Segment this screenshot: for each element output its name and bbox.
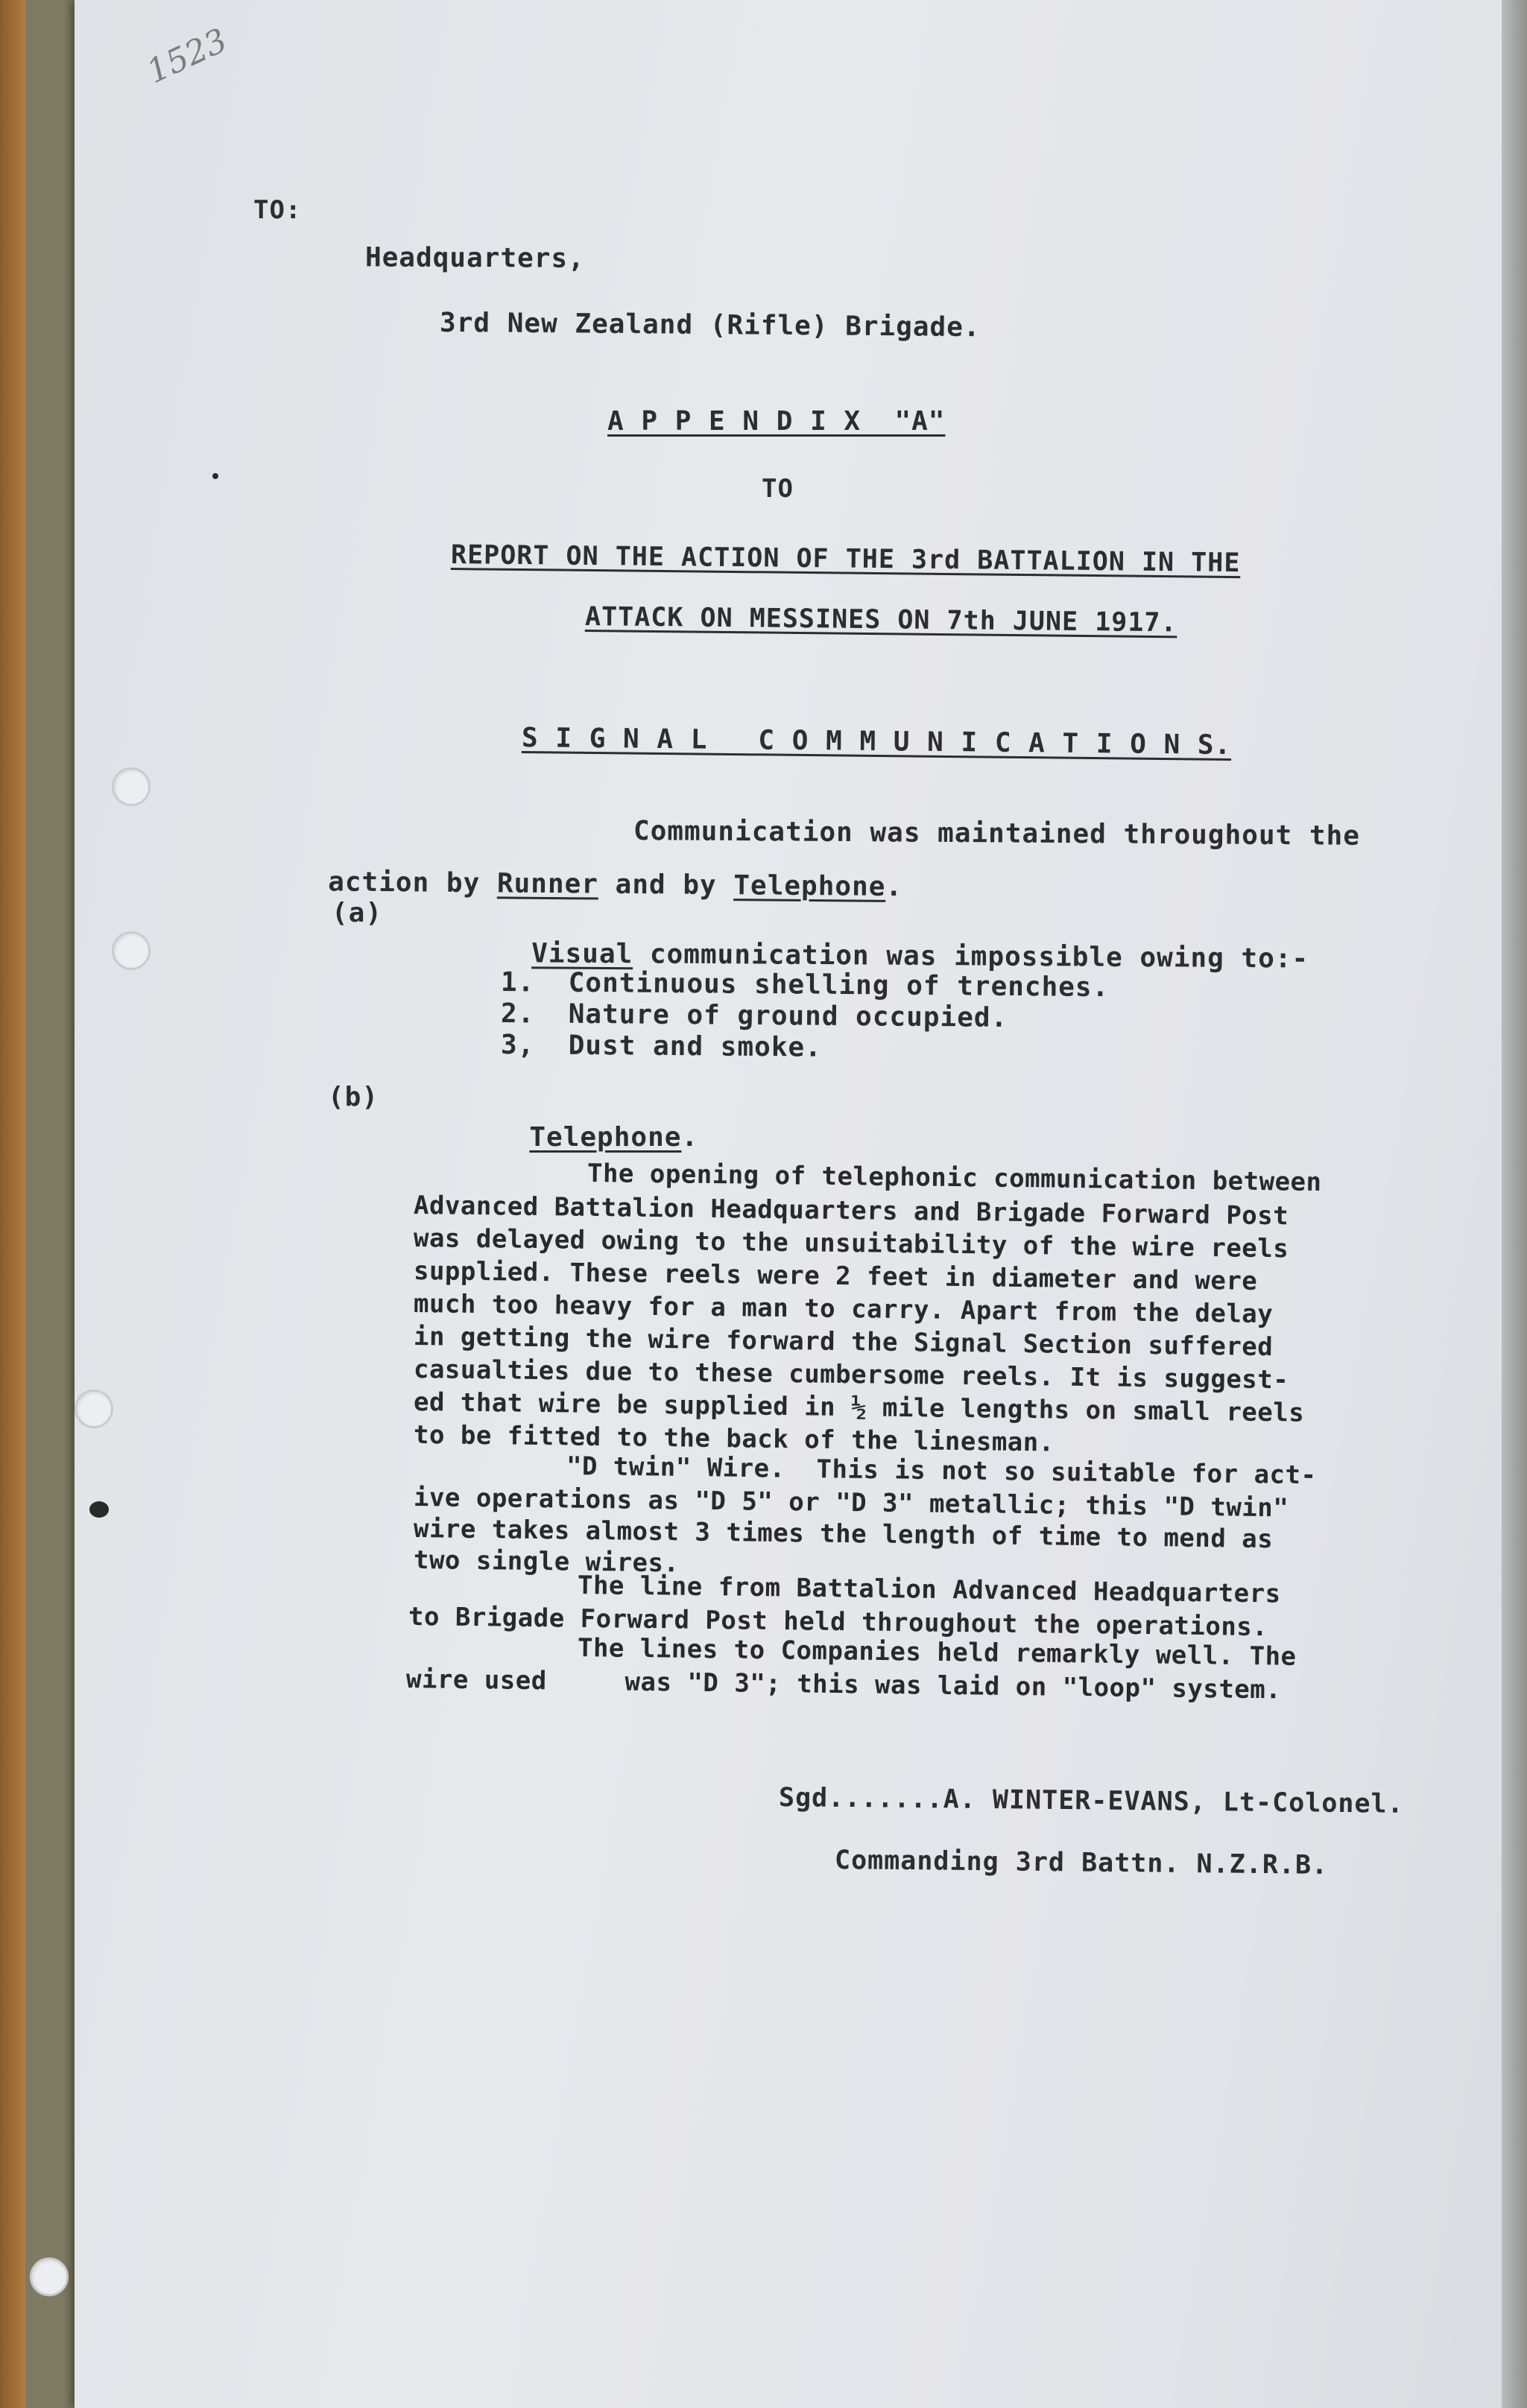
visual-item-3: 3, Dust and smoke. xyxy=(500,1030,822,1063)
telephone-heading: Telephone. xyxy=(529,1122,699,1153)
visual-line xyxy=(498,907,1309,975)
visual-item-1: 1. Continuous shelling of trenches. xyxy=(500,967,1110,1004)
visual-item-2: 2. Nature of ground occupied. xyxy=(500,998,1008,1033)
body-line: supplied. These reels were 2 feet in diameter and were xyxy=(413,1256,1258,1296)
paper-edge-stack xyxy=(1502,0,1527,2408)
body-line: The line from Battalion Advanced Headquarters xyxy=(577,1571,1281,1609)
addressee-line-2: 3rd New Zealand (Rifle) Brigade. xyxy=(439,307,981,343)
telephone-title: Telephone xyxy=(529,1122,682,1153)
body-line: two single wires. xyxy=(413,1545,680,1579)
body-line: Advanced Battalion Headquarters and Brigade Forward Post xyxy=(413,1191,1289,1232)
handwritten-marginalia: 1523 xyxy=(141,21,233,92)
body-line: wire used was "D 3"; this was laid on "loop" system. xyxy=(405,1664,1282,1705)
section-a-marker: (a) xyxy=(332,898,383,928)
body-line: casualties due to these cumbersome reels. It is suggest- xyxy=(413,1354,1289,1395)
ink-blot xyxy=(89,1501,109,1518)
body-line: The opening of telephonic communication between xyxy=(587,1159,1322,1198)
body-line: ive operations as "D 5" or "D 3" metallic; this "D twin" xyxy=(413,1483,1289,1524)
intro-prefix: action by xyxy=(327,866,498,899)
body-line: "D twin" Wire. This is not so suitable for act- xyxy=(566,1451,1317,1491)
telephone-term: Telephone xyxy=(733,870,886,902)
appendix-heading: A P P E N D I X "A" xyxy=(607,406,946,437)
intro-mid: and by xyxy=(598,869,734,902)
section-b-marker: (b) xyxy=(328,1082,379,1112)
to-heading: TO xyxy=(762,474,794,504)
report-title-line-2: ATTACK ON MESSINES ON 7th JUNE 1917. xyxy=(584,602,1177,639)
signature-line: Sgd.......A. WINTER-EVANS, Lt-Colonel. xyxy=(778,1783,1404,1819)
runner-term: Runner xyxy=(496,868,599,900)
body-line: The lines to Companies held remarkly well. The xyxy=(577,1633,1297,1672)
visual-title: Visual xyxy=(531,938,633,970)
signature-title: Commanding 3rd Battn. N.Z.R.B. xyxy=(834,1845,1329,1881)
intro-end: . xyxy=(885,871,903,903)
section-heading: S I G N A L C O M M U N I C A T I O N S. xyxy=(521,723,1232,761)
punch-hole xyxy=(30,2258,69,2296)
body-line: much too heavy for a man to carry. Apart from the delay xyxy=(413,1289,1274,1330)
body-line: wire takes almost 3 times the length of time to mend as xyxy=(413,1514,1274,1555)
body-line: ed that wire be supplied in ½ mile lengths on small reels xyxy=(413,1387,1305,1428)
body-line: to Brigade Forward Post held throughout the operations. xyxy=(408,1602,1268,1643)
punch-hole xyxy=(112,767,151,806)
punch-hole xyxy=(112,931,151,970)
body-line: was delayed owing to the unsuitability of the wire reels xyxy=(413,1223,1289,1264)
ink-speck xyxy=(212,473,218,479)
report-title-line-1: REPORT ON THE ACTION OF THE 3rd BATTALION IN THE xyxy=(450,540,1241,579)
punch-hole xyxy=(75,1390,113,1428)
addressee-line-1: Headquarters, xyxy=(364,242,585,274)
body-line: to be fitted to the back of the linesman. xyxy=(413,1420,1055,1458)
visual-text: communication was impossible owing to:- xyxy=(633,939,1309,975)
intro-line-2 xyxy=(294,836,903,902)
body-line: in getting the wire forward the Signal Section suffered xyxy=(413,1322,1274,1363)
intro-line-1: Communication was maintained throughout the xyxy=(633,816,1361,852)
to-label: TO: xyxy=(253,195,302,225)
